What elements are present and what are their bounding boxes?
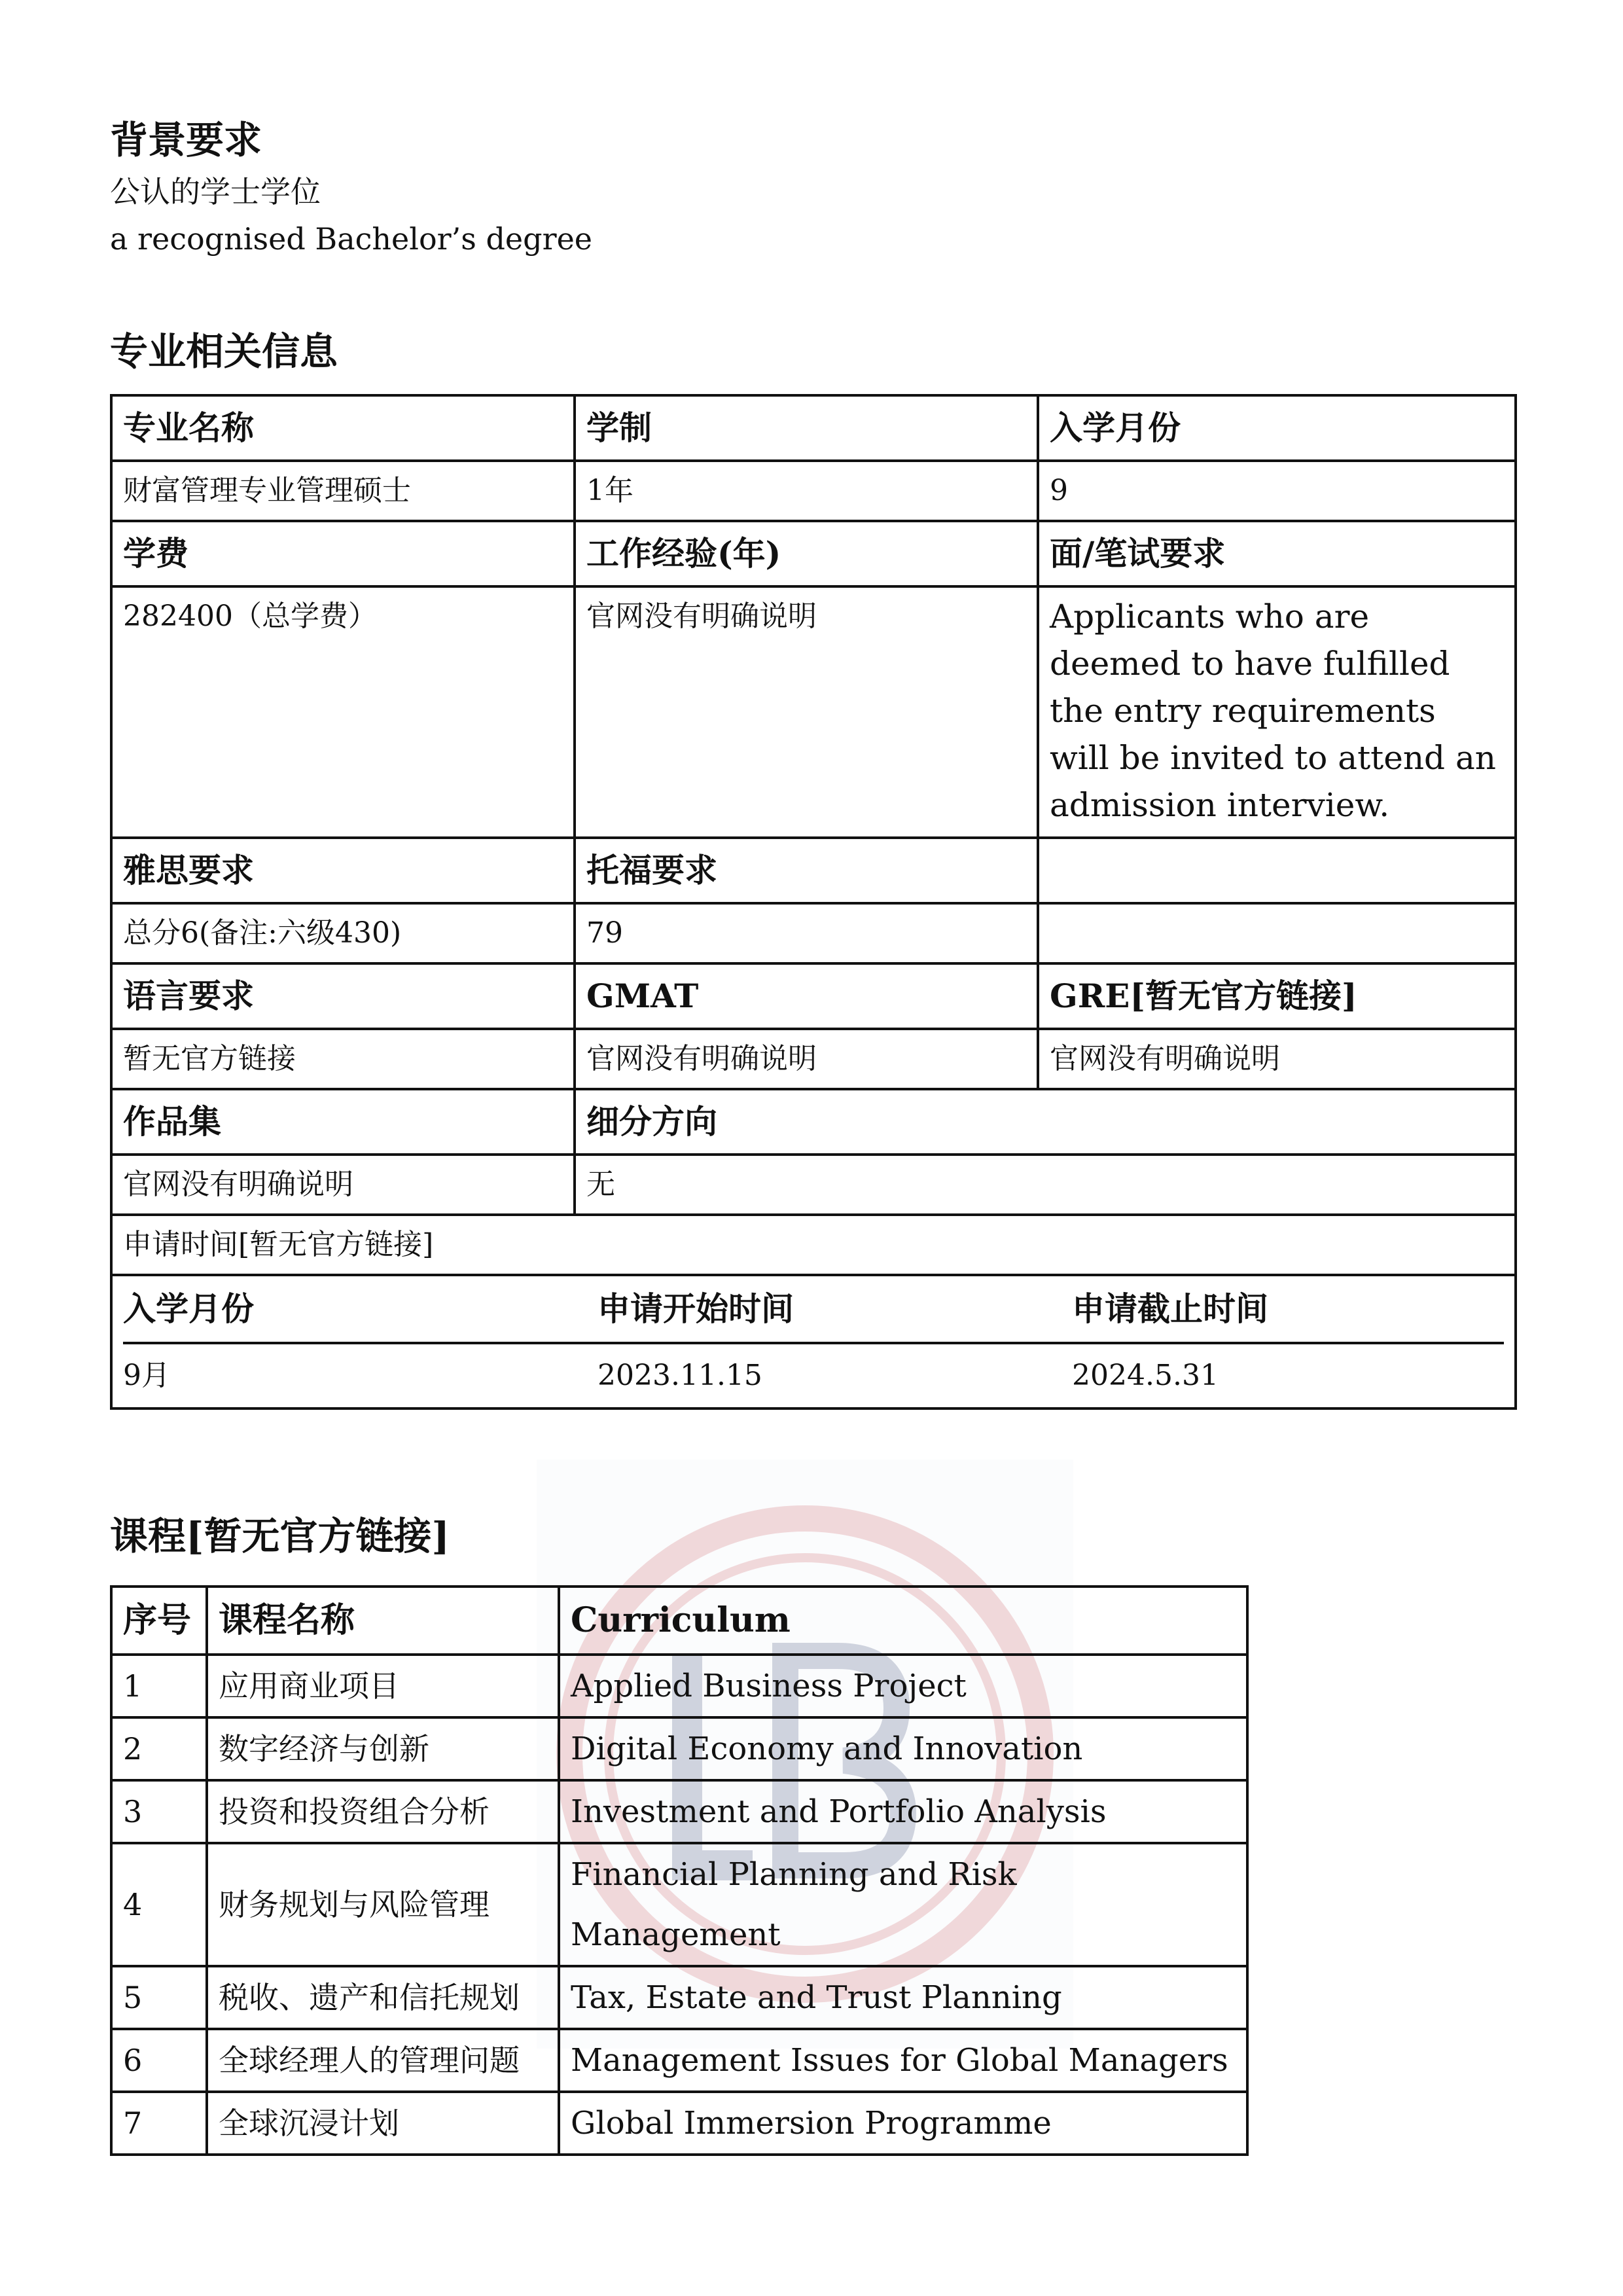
course-number: 5: [111, 1966, 207, 2029]
portfolio-label: 作品集: [111, 1089, 575, 1155]
program-info-table: [110, 394, 1517, 1410]
duration-label: 学制: [575, 395, 1038, 461]
work-experience-value: 官网没有明确说明: [575, 586, 1038, 838]
gre-label: GRE[暂无官方链接]: [1038, 963, 1516, 1029]
timing-intake-value: 9月: [123, 1359, 170, 1392]
background-requirement-zh: 公认的学士学位: [110, 174, 321, 209]
language-value: 暂无官方链接: [111, 1029, 575, 1089]
course-name-en: Digital Economy and Innovation: [559, 1717, 1247, 1780]
course-name-zh: 投资和投资组合分析: [207, 1780, 559, 1843]
tuition-value: 282400（总学费）: [111, 586, 575, 838]
course-name-zh: 全球沉浸计划: [207, 2092, 559, 2155]
timing-start-header: 申请开始时间: [597, 1289, 794, 1328]
course-name-zh: 数字经济与创新: [207, 1717, 559, 1780]
gmat-label: GMAT: [575, 963, 1038, 1029]
specialization-label: 细分方向: [575, 1089, 1516, 1155]
course-number: 3: [111, 1780, 207, 1843]
table-row: [111, 2092, 1247, 2155]
course-name-en: Management Issues for Global Managers: [559, 2029, 1247, 2092]
info-title: 专业相关信息: [110, 329, 338, 374]
table-row: [111, 1780, 1247, 1843]
empty-cell: [1038, 903, 1516, 963]
gmat-value: 官网没有明确说明: [575, 1029, 1038, 1089]
course-name-zh: 财务规划与风险管理: [207, 1843, 559, 1966]
course-name-en: Investment and Portfolio Analysis: [559, 1780, 1247, 1843]
table-row: [111, 1717, 1247, 1780]
timing-start-value: 2023.11.15: [597, 1359, 762, 1392]
course-number: 7: [111, 2092, 207, 2155]
intake-label: 入学月份: [1038, 395, 1516, 461]
interview-value: Applicants who are deemed to have fulfilled the entry requirements will be invited to attend an admission interview.: [1038, 586, 1516, 838]
work-experience-label: 工作经验(年): [575, 521, 1038, 586]
table-row: [111, 1655, 1247, 1717]
timing-deadline-value: 2024.5.31: [1072, 1359, 1219, 1392]
tuition-label: 学费: [111, 521, 575, 586]
interview-label: 面/笔试要求: [1038, 521, 1516, 586]
course-name-zh: 税收、遗产和信托规划: [207, 1966, 559, 2029]
program-name-label: 专业名称: [111, 395, 575, 461]
background-requirement-en: a recognised Bachelor’s degree: [110, 221, 593, 257]
course-name-en: Applied Business Project: [559, 1655, 1247, 1717]
timing-intake-header: 入学月份: [123, 1289, 254, 1328]
toefl-value: 79: [575, 903, 1038, 963]
course-name-header: 课程名称: [207, 1587, 559, 1655]
duration-value: 1年: [575, 461, 1038, 521]
background-title: 背景要求: [110, 118, 262, 162]
curriculum-header: Curriculum: [559, 1587, 1247, 1655]
language-label: 语言要求: [111, 963, 575, 1029]
specialization-value: 无: [575, 1155, 1516, 1215]
intake-value: 9: [1038, 461, 1516, 521]
courses-table: [110, 1585, 1249, 2156]
toefl-label: 托福要求: [575, 838, 1038, 903]
course-number: 1: [111, 1655, 207, 1717]
table-row: [111, 1966, 1247, 2029]
course-number-header: 序号: [111, 1587, 207, 1655]
portfolio-value: 官网没有明确说明: [111, 1155, 575, 1215]
courses-title: 课程[暂无官方链接]: [110, 1514, 450, 1558]
timing-header-row: [123, 1276, 1504, 1344]
course-name-en: Global Immersion Programme: [559, 2092, 1247, 2155]
course-name-en: Tax, Estate and Trust Planning: [559, 1966, 1247, 2029]
gre-value: 官网没有明确说明: [1038, 1029, 1516, 1089]
course-name-zh: 全球经理人的管理问题: [207, 2029, 559, 2092]
timing-value-row: [123, 1344, 1504, 1407]
course-name-zh: 应用商业项目: [207, 1655, 559, 1717]
courses-header-row: [111, 1587, 1247, 1655]
table-row: [111, 1843, 1247, 1966]
application-timing-cell: [111, 1275, 1516, 1408]
program-name-value: 财富管理专业管理硕士: [111, 461, 575, 521]
empty-cell: [1038, 838, 1516, 903]
ielts-value: 总分6(备注:六级430): [111, 903, 575, 963]
application-time-label: 申请时间[暂无官方链接]: [111, 1215, 1516, 1275]
timing-deadline-header: 申请截止时间: [1072, 1289, 1268, 1328]
course-number: 4: [111, 1843, 207, 1966]
course-number: 2: [111, 1717, 207, 1780]
course-name-en: Financial Planning and Risk Management: [559, 1843, 1247, 1966]
ielts-label: 雅思要求: [111, 838, 575, 903]
course-number: 6: [111, 2029, 207, 2092]
table-row: [111, 2029, 1247, 2092]
